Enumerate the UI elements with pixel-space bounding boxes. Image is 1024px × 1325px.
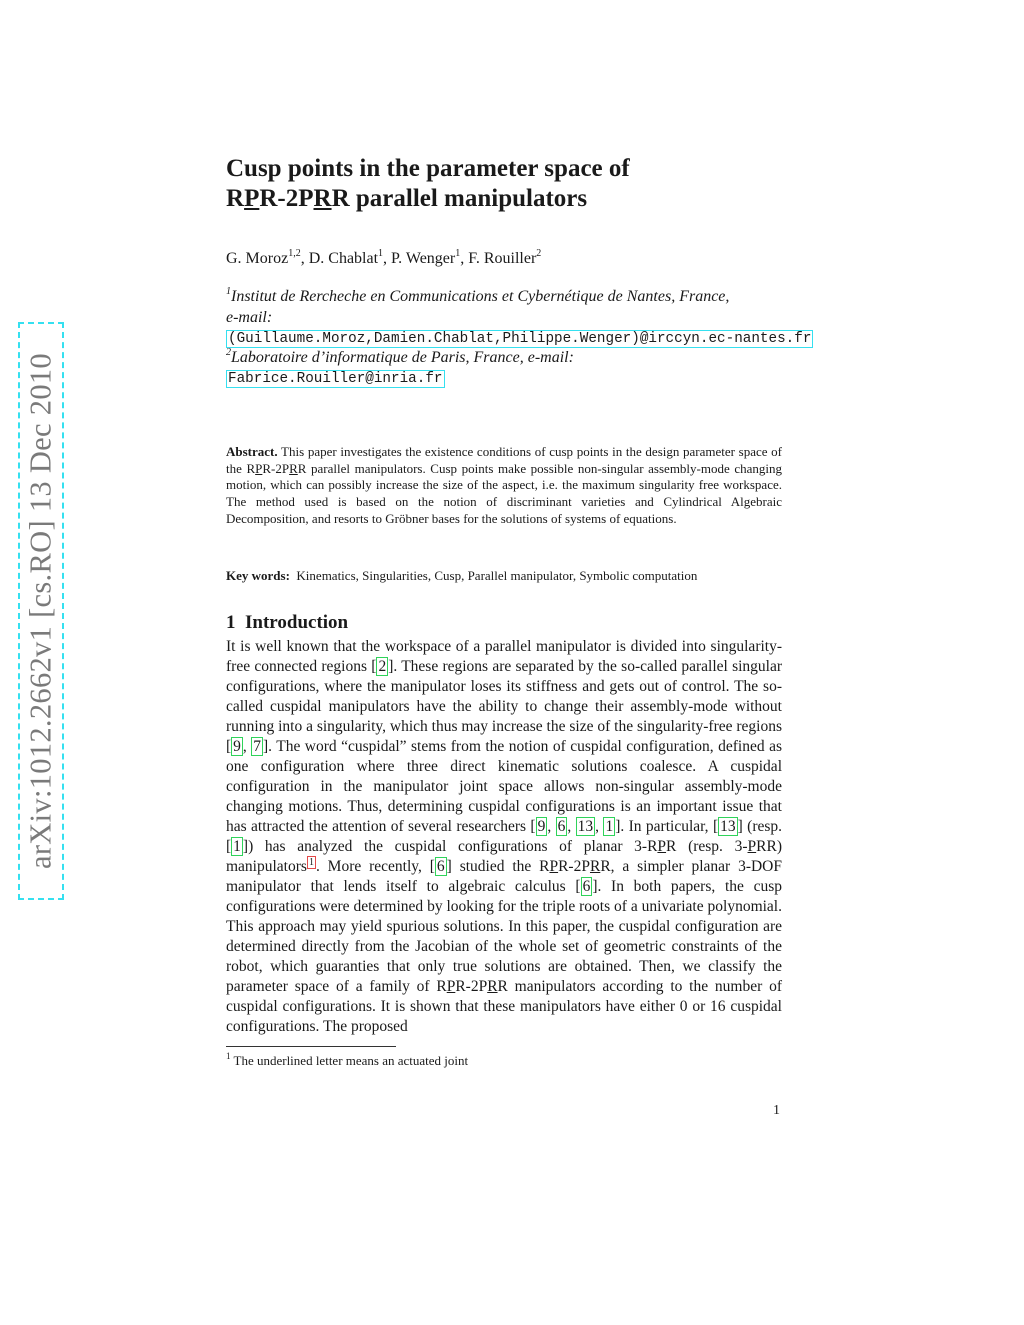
section-heading xyxy=(226,612,348,634)
body-text: , xyxy=(567,818,576,835)
abstract xyxy=(226,444,782,528)
underlined-joint: R xyxy=(487,978,498,995)
email-link-inria[interactable]: Fabrice.Rouiller@inria.fr xyxy=(228,371,443,387)
citation-link[interactable]: 6 xyxy=(436,858,445,875)
body-text: RR) manipulators xyxy=(226,838,782,875)
body-paragraph xyxy=(226,637,782,1037)
underlined-joint: P xyxy=(549,858,559,875)
email-link-irccyn[interactable]: (Guillaume.Moroz,Damien.Chablat,Philippe.Wenger)@irccyn.ec-nantes.fr xyxy=(228,331,812,347)
citation-link[interactable]: 9 xyxy=(233,738,241,755)
title-line-2 xyxy=(226,184,630,214)
underlined-joint: P xyxy=(446,978,456,995)
keywords-label: Key words: xyxy=(226,568,290,583)
body-text: R-2P xyxy=(455,978,488,995)
author-affil-mark: 2 xyxy=(536,247,542,259)
affiliation-1 xyxy=(226,287,729,307)
author-name: , P. Wenger xyxy=(383,250,456,267)
citation-link[interactable]: 6 xyxy=(557,818,566,835)
footnote-rule xyxy=(226,1046,396,1047)
title-underlined-joint: P xyxy=(244,185,260,212)
underlined-joint: R xyxy=(289,460,298,476)
body-text: . More recently, [ xyxy=(315,858,435,875)
title-part: R-2P xyxy=(259,185,314,212)
body-text: ]. These regions are separated by the so-called parallel singular configurations, where the manipulator loses its stiffness and gets out of control. The so-called cuspidal manipulators have the ability to change their assembly-mode without running into a singularity, which thus may increase the size of the singularity-free regions [ xyxy=(226,658,783,755)
footnote-mark: 1 xyxy=(226,1050,231,1061)
citation-link[interactable]: 13 xyxy=(720,818,736,835)
affil-mark: 1 xyxy=(226,285,231,297)
citation-link[interactable]: 13 xyxy=(577,818,594,835)
author-affil-mark: 1,2 xyxy=(288,247,301,259)
body-text: It is well known that the workspace of a parallel manipulator is divided into singularity-free connected regions [ xyxy=(226,638,782,675)
body-text: R manipulators according to the number of cuspidal configurations. It is shown that these manipulators have either 0 or 16 cuspidal configurations. The proposed xyxy=(226,978,782,1035)
body-text: , xyxy=(547,818,556,835)
underlined-joint: P xyxy=(255,460,263,476)
body-text: R (resp. 3- xyxy=(666,838,748,855)
affil-mark: 2 xyxy=(226,346,231,358)
author-name: , F. Rouiller xyxy=(460,250,537,267)
citation-link[interactable]: 7 xyxy=(253,738,262,755)
body-text: R-2P xyxy=(558,858,590,875)
underlined-joint: P xyxy=(747,838,757,855)
title-part: R xyxy=(226,185,245,212)
abstract-text: This paper investigates the existence conditions of cusp points in the design parameter space of the R xyxy=(226,444,782,476)
citation-link[interactable]: 6 xyxy=(582,878,591,895)
citation-link[interactable]: 1 xyxy=(605,818,614,835)
author-affil-mark: 1 xyxy=(378,247,384,259)
author-name: , D. Chablat xyxy=(300,250,379,267)
body-text: R, a simpler planar 3-DOF manipulator that lends itself to algebraic calculus [ xyxy=(226,858,782,895)
underlined-joint: P xyxy=(657,838,667,855)
affiliation-1-email xyxy=(226,328,813,349)
body-text: , xyxy=(242,738,252,755)
introduction-body xyxy=(226,637,782,1037)
abstract-label: Abstract. xyxy=(226,444,278,459)
abstract-text: R parallel manipulators. Cusp points make possible non-singular assembly-mode changing motion, which can possibly increase the size of the aspect, i.e. the maximum singularity free workspace. The method used is based on the notion of discriminant varieties and Cylindrical Algebraic Decomposition, and resorts to Gröbner bases for the solutions of systems of equations. xyxy=(226,460,782,526)
affiliation-2-email xyxy=(226,368,445,389)
citation-link[interactable]: 1 xyxy=(233,838,241,855)
author-affil-mark: 1 xyxy=(455,247,461,259)
citation-link[interactable]: 9 xyxy=(537,818,546,835)
footnote-link[interactable]: 1 xyxy=(308,856,314,868)
keywords xyxy=(226,568,697,584)
affiliation-2 xyxy=(226,348,574,368)
body-text: , xyxy=(595,818,604,835)
underlined-joint: R xyxy=(589,858,601,875)
section-number: 1 xyxy=(226,612,236,633)
keywords-text: Kinematics, Singularities, Cusp, Parallel manipulator, Symbolic computation xyxy=(296,568,698,583)
citation-link[interactable]: 2 xyxy=(378,658,387,675)
body-text: ] (resp. [ xyxy=(226,818,783,855)
page-number: 1 xyxy=(773,1103,780,1118)
title-line-1: Cusp points in the parameter space of xyxy=(226,155,630,182)
body-text: ]) has analyzed the cuspidal configurations of planar 3-R xyxy=(242,838,658,855)
footnote xyxy=(226,1050,469,1069)
body-text: ]. In particular, [ xyxy=(615,818,719,835)
arxiv-stamp-text[interactable]: arXiv:1012.2662v1 [cs.RO] 13 Dec 2010 xyxy=(23,353,58,869)
title-underlined-joint: R xyxy=(313,185,332,212)
author-name: G. Moroz xyxy=(226,250,289,267)
body-text: ] studied the R xyxy=(446,858,550,875)
body-text: ]. The word “cuspidal” stems from the notion of cuspidal configuration, defined as one configuration where three direct kinematic solutions coalesce. A cuspidal configuration in the manipulator joint space allows non-singular assembly-mode changing motions. Thus, determining cuspidal configurations is an important issue that has attracted the attention of several researchers [ xyxy=(226,738,782,835)
affil-text: Institut de Rercheche en Communications et Cybernétique de Nantes, France, xyxy=(231,288,730,305)
author-list xyxy=(226,247,542,268)
title-part: R parallel manipulators xyxy=(331,185,588,212)
abstract-text: R-2P xyxy=(262,460,290,476)
affil-text: Laboratoire d’informatique de Paris, France, e-mail: xyxy=(231,349,574,366)
paper-title xyxy=(226,154,630,214)
footnote-text: The underlined letter means an actuated joint xyxy=(230,1053,469,1068)
body-text: ]. In both papers, the cusp configurations were determined by looking for the triple roots of a univariate polynomial. This approach may yield spurious solutions. In this paper, the cuspidal configuration are determined directly from the Jacobian of the whole set of geometric constraints of the robot, which guaranties that only true solutions are obtained. Then, we classify the parameter space of a family of R xyxy=(226,878,782,995)
section-title: Introduction xyxy=(245,612,349,633)
affiliation-1-email-label: e-mail: xyxy=(226,309,273,326)
